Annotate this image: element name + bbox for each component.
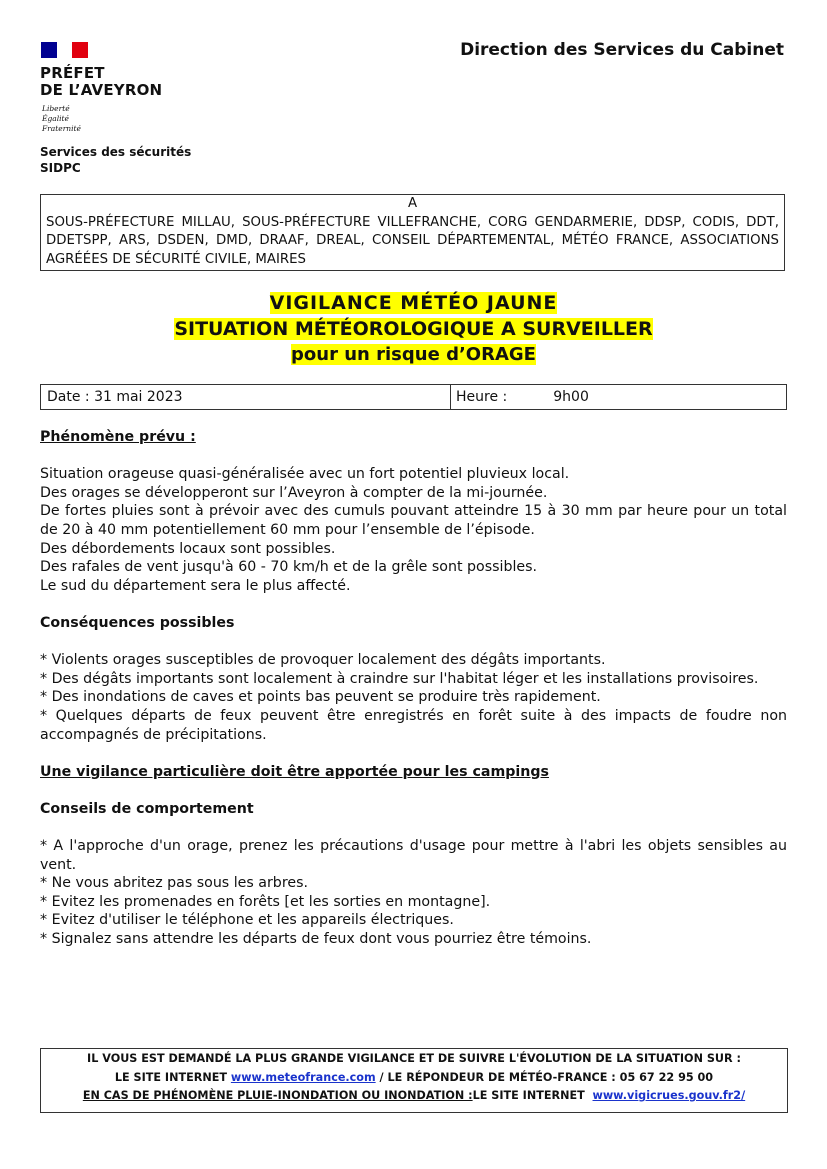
situation-title: SITUATION MÉTÉOROLOGIQUE A SURVEILLER bbox=[174, 318, 653, 340]
risk-title: pour un risque d’ORAGE bbox=[291, 344, 536, 365]
motto-fraternite: Fraternité bbox=[42, 124, 81, 133]
time-label: Heure : bbox=[456, 389, 508, 405]
consequence-item: * Violents orages susceptibles de provoquer localement des dégâts importants. bbox=[40, 652, 606, 669]
marianne-flag-logo bbox=[41, 42, 88, 58]
vigicrues-link[interactable]: www.vigicrues.gouv.fr2/ bbox=[592, 1089, 746, 1102]
consequence-item: * Quelques départs de feux peuvent être enregistrés en forêt suite à des impacts de foudre non accompagnés de précipitations. bbox=[40, 707, 787, 743]
prefecture-line1: PRÉFET bbox=[40, 64, 105, 82]
footer-inondation-label: EN CAS DE PHÉNOMÈNE PLUIE-INONDATION OU INONDATION : bbox=[82, 1089, 473, 1102]
consequence-item: * Des inondations de caves et points bas peuvent se produire très rapidement. bbox=[40, 689, 601, 706]
conseils-heading: Conseils de comportement bbox=[40, 800, 254, 817]
prefecture-name bbox=[40, 65, 162, 99]
prefecture-line2: DE L’AVEYRON bbox=[40, 81, 163, 99]
phenomene-line: Des orages se développeront sur l’Aveyron à compter de la mi-journée. bbox=[40, 484, 548, 501]
bulletin-body bbox=[40, 428, 787, 949]
conseil-item: * Ne vous abritez pas sous les arbres. bbox=[40, 875, 308, 892]
recipients-list: SOUS-PRÉFECTURE MILLAU, SOUS-PRÉFECTURE VILLEFRANCHE, CORG GENDARMERIE, DDSP, CODIS, DDT, DDETSPP, ARS, DSDEN, DMD, DRAAF, DREAL, CONSEIL DÉPARTEMENTAL, MÉTÉO FRANCE, ASSOCIATIONS AGRÉÉES DE SÉCURITÉ CIVILE, MAIRES bbox=[46, 214, 779, 267]
recipients-label: A bbox=[407, 196, 418, 211]
footer-box bbox=[40, 1048, 788, 1113]
footer-phone: / LE RÉPONDEUR DE MÉTÉO-FRANCE : 05 67 22 95 00 bbox=[379, 1070, 714, 1084]
time-cell bbox=[451, 385, 589, 409]
motto-liberte: Liberté bbox=[42, 104, 70, 113]
phenomene-line: Le sud du département sera le plus affecté. bbox=[40, 577, 351, 594]
motto-egalite: Égalité bbox=[42, 114, 69, 123]
alert-titles bbox=[0, 290, 827, 368]
motto bbox=[42, 104, 81, 134]
consequences-heading: Conséquences possibles bbox=[40, 614, 235, 631]
time-value: 9h00 bbox=[553, 389, 589, 405]
conseil-item: * Signalez sans attendre les départs de feux dont vous pourriez être témoins. bbox=[40, 931, 592, 948]
footer-line2 bbox=[41, 1069, 787, 1088]
footer-site-label: LE SITE INTERNET bbox=[114, 1070, 227, 1084]
direction-title: Direction des Services du Cabinet bbox=[460, 40, 784, 60]
footer-line3 bbox=[41, 1087, 787, 1106]
date-table bbox=[40, 384, 787, 410]
footer-line1: IL VOUS EST DEMANDÉ LA PLUS GRANDE VIGILANCE ET DE SUIVRE L'ÉVOLUTION DE LA SITUATION SUR : bbox=[87, 1052, 741, 1065]
service-label: Services des sécurités bbox=[40, 145, 192, 159]
conseil-item: * Evitez d'utiliser le téléphone et les appareils électriques. bbox=[40, 912, 454, 929]
phenomene-line: Des rafales de vent jusqu'à 60 - 70 km/h et de la grêle sont possibles. bbox=[40, 559, 538, 576]
conseil-item: * A l'approche d'un orage, prenez les précautions d'usage pour mettre à l'abri les objets sensibles au vent. bbox=[40, 838, 787, 873]
service-name bbox=[40, 144, 191, 176]
phenomene-heading: Phénomène prévu : bbox=[40, 429, 196, 445]
conseil-item: * Evitez les promenades en forêts [et les sorties en montagne]. bbox=[40, 893, 491, 910]
phenomene-line: Situation orageuse quasi-généralisée avec un fort potentiel pluvieux local. bbox=[40, 466, 570, 483]
phenomene-line: Des débordements locaux sont possibles. bbox=[40, 540, 336, 557]
date-cell: Date : 31 mai 2023 bbox=[41, 385, 451, 409]
alert-level-title: VIGILANCE MÉTÉO JAUNE bbox=[269, 292, 558, 314]
phenomene-line: De fortes pluies sont à prévoir avec des cumuls pouvant atteindre 15 à 30 mm par heure pour un total de 20 à 40 mm potentiellement 60 mm pour l’ensemble de l’épisode. bbox=[40, 503, 787, 538]
consequence-item: * Des dégâts importants sont localement à craindre sur l'habitat léger et les installations provisoires. bbox=[40, 670, 759, 687]
recipients-box bbox=[40, 194, 785, 271]
service-sub: SIDPC bbox=[40, 161, 81, 175]
campings-notice: Une vigilance particulière doit être apportée pour les campings bbox=[40, 763, 549, 780]
footer-site-label-2: LE SITE INTERNET bbox=[472, 1089, 585, 1102]
meteofrance-link[interactable]: www.meteofrance.com bbox=[230, 1070, 376, 1084]
